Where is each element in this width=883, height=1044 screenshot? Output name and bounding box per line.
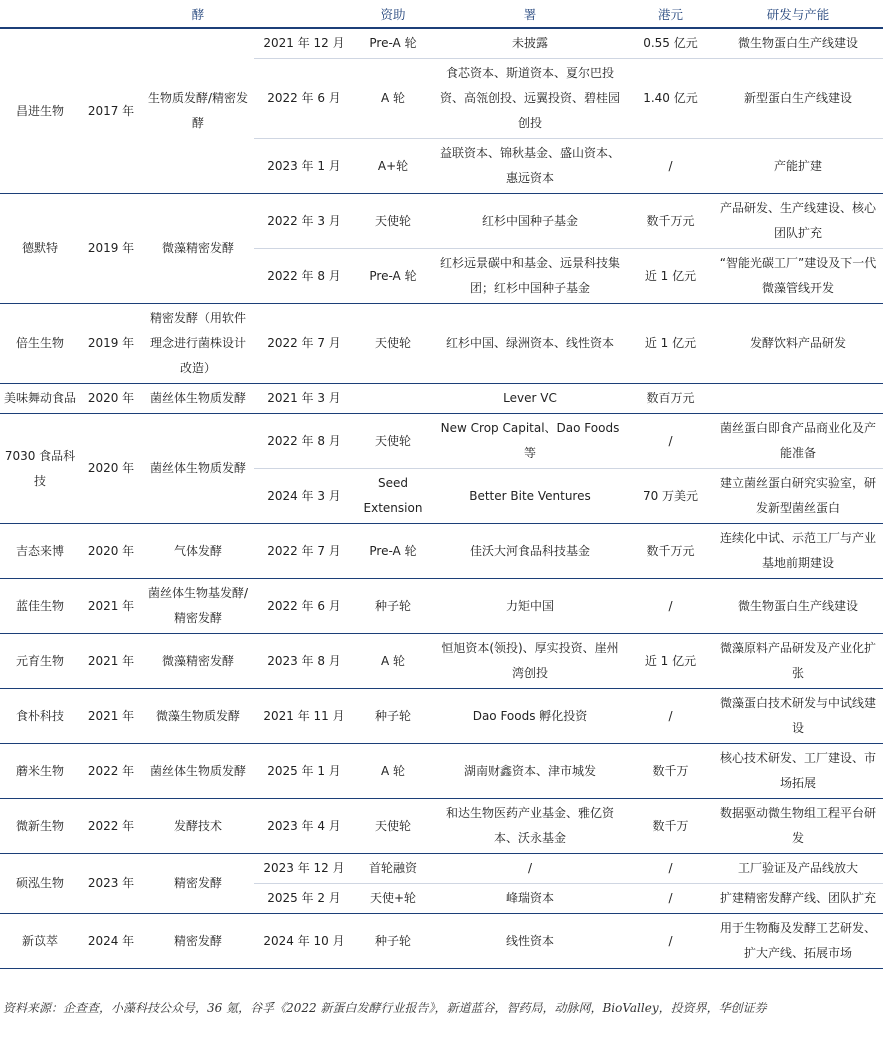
table-row	[0, 414, 883, 469]
table-row	[0, 634, 883, 689]
founded-year: 2020 年	[80, 384, 142, 414]
table-row	[0, 28, 883, 59]
investors: New Crop Capital、Dao Foods 等	[432, 414, 628, 469]
funding-amount: 数千万	[628, 744, 713, 799]
funding-amount: /	[628, 689, 713, 744]
capacity-use	[713, 384, 883, 414]
founded-year: 2022 年	[80, 799, 142, 854]
capacity-use: 数据驱动微生物组工程平台研发	[713, 799, 883, 854]
technology: 菌丝体生物质发酵	[142, 414, 254, 524]
capacity-use: 用于生物酶及发酵工艺研发、扩大产线、拓展市场	[713, 914, 883, 969]
investors: 线性资本	[432, 914, 628, 969]
capacity-use: 发酵饮料产品研发	[713, 304, 883, 384]
founded-year: 2020 年	[80, 414, 142, 524]
funding-round: Seed Extension	[354, 469, 432, 524]
funding-date: 2022 年 8 月	[254, 414, 354, 469]
capacity-use: “智能光碳工厂”建设及下一代微藻管线开发	[713, 249, 883, 304]
funding-date: 2022 年 6 月	[254, 579, 354, 634]
investors: 佳沃大河食品科技基金	[432, 524, 628, 579]
table-row	[0, 524, 883, 579]
capacity-use: 产品研发、生产线建设、核心团队扩充	[713, 194, 883, 249]
capacity-use: 微藻原料产品研发及产业化扩张	[713, 634, 883, 689]
investors: 恒旭资本(领投)、厚实投资、崖州湾创投	[432, 634, 628, 689]
investors: 红杉中国种子基金	[432, 194, 628, 249]
funding-round: 天使轮	[354, 194, 432, 249]
capacity-use: 产能扩建	[713, 139, 883, 194]
header-year	[80, 0, 142, 28]
investors: 红杉远景碳中和基金、远景科技集团；红杉中国种子基金	[432, 249, 628, 304]
funding-date: 2025 年 1 月	[254, 744, 354, 799]
funding-amount: /	[628, 579, 713, 634]
header-company	[0, 0, 80, 28]
funding-date: 2023 年 1 月	[254, 139, 354, 194]
technology: 微藻精密发酵	[142, 194, 254, 304]
funding-round: 天使+轮	[354, 884, 432, 914]
funding-date: 2021 年 11 月	[254, 689, 354, 744]
funding-round: Pre-A 轮	[354, 524, 432, 579]
table-row	[0, 689, 883, 744]
technology: 菌丝体生物质发酵	[142, 384, 254, 414]
founded-year: 2021 年	[80, 634, 142, 689]
table-row	[0, 854, 883, 884]
investors: 未披露	[432, 28, 628, 59]
funding-amount: 近 1 亿元	[628, 249, 713, 304]
capacity-use: 扩建精密发酵产线、团队扩充	[713, 884, 883, 914]
technology: 发酵技术	[142, 799, 254, 854]
funding-date: 2021 年 12 月	[254, 28, 354, 59]
investors: Lever VC	[432, 384, 628, 414]
funding-date: 2023 年 4 月	[254, 799, 354, 854]
company-name: 倍生生物	[0, 304, 80, 384]
company-name: 吉态来博	[0, 524, 80, 579]
investors: Dao Foods 孵化投资	[432, 689, 628, 744]
funding-date: 2023 年 12 月	[254, 854, 354, 884]
funding-round: A 轮	[354, 744, 432, 799]
header-tech: 酵	[142, 0, 254, 28]
header-investors: 署	[432, 0, 628, 28]
technology: 菌丝体生物质发酵	[142, 744, 254, 799]
capacity-use: 连续化中试、示范工厂与产业基地前期建设	[713, 524, 883, 579]
founded-year: 2021 年	[80, 689, 142, 744]
technology: 精密发酵（用软件理念进行菌株设计改造）	[142, 304, 254, 384]
capacity-use: 微生物蛋白生产线建设	[713, 579, 883, 634]
company-name: 美味舞动食品	[0, 384, 80, 414]
founded-year: 2020 年	[80, 524, 142, 579]
funding-date: 2023 年 8 月	[254, 634, 354, 689]
funding-round: 种子轮	[354, 579, 432, 634]
funding-amount: /	[628, 854, 713, 884]
company-name: 昌进生物	[0, 28, 80, 194]
funding-date: 2024 年 10 月	[254, 914, 354, 969]
investors: Better Bite Ventures	[432, 469, 628, 524]
funding-amount: 近 1 亿元	[628, 304, 713, 384]
funding-round: 种子轮	[354, 914, 432, 969]
table-body	[0, 28, 883, 969]
funding-date: 2022 年 6 月	[254, 59, 354, 139]
capacity-use: 菌丝蛋白即食产品商业化及产能准备	[713, 414, 883, 469]
funding-round: A 轮	[354, 59, 432, 139]
funding-amount: /	[628, 884, 713, 914]
funding-date: 2021 年 3 月	[254, 384, 354, 414]
founded-year: 2024 年	[80, 914, 142, 969]
investors: 湖南财鑫资本、津市城发	[432, 744, 628, 799]
funding-round: 天使轮	[354, 799, 432, 854]
funding-amount: 0.55 亿元	[628, 28, 713, 59]
funding-date: 2022 年 8 月	[254, 249, 354, 304]
company-name: 蘑米生物	[0, 744, 80, 799]
technology: 微藻生物质发酵	[142, 689, 254, 744]
header-use: 研发与产能	[713, 0, 883, 28]
funding-round	[354, 384, 432, 414]
company-name: 新苡萃	[0, 914, 80, 969]
investors: 峰瑞资本	[432, 884, 628, 914]
funding-round: Pre-A 轮	[354, 249, 432, 304]
header-amount: 港元	[628, 0, 713, 28]
funding-amount: 数百万元	[628, 384, 713, 414]
founded-year: 2019 年	[80, 304, 142, 384]
company-name: 元育生物	[0, 634, 80, 689]
header-round: 资助	[354, 0, 432, 28]
technology: 生物质发酵/精密发酵	[142, 28, 254, 194]
technology: 气体发酵	[142, 524, 254, 579]
source-note: 资料来源：企查查，小藻科技公众号，36 氪，谷孚《2022 新蛋白发酵行业报告》，新道蓝谷，智药局，动脉网，BioValley，投资界，华创证券	[3, 1001, 767, 1015]
table-row	[0, 304, 883, 384]
funding-round: A+轮	[354, 139, 432, 194]
company-name: 德默特	[0, 194, 80, 304]
investors: 力矩中国	[432, 579, 628, 634]
funding-amount: 数千万元	[628, 524, 713, 579]
table-row	[0, 799, 883, 854]
capacity-use: 新型蛋白生产线建设	[713, 59, 883, 139]
table-row	[0, 579, 883, 634]
funding-date: 2022 年 3 月	[254, 194, 354, 249]
company-name: 食朴科技	[0, 689, 80, 744]
founded-year: 2022 年	[80, 744, 142, 799]
founded-year: 2023 年	[80, 854, 142, 914]
capacity-use: 微藻蛋白技术研发与中试线建设	[713, 689, 883, 744]
capacity-use: 建立菌丝蛋白研究实验室，研发新型菌丝蛋白	[713, 469, 883, 524]
capacity-use: 核心技术研发、工厂建设、市场拓展	[713, 744, 883, 799]
company-name: 7030 食品科技	[0, 414, 80, 524]
funding-date: 2022 年 7 月	[254, 304, 354, 384]
funding-amount: /	[628, 414, 713, 469]
funding-round: A 轮	[354, 634, 432, 689]
funding-round: 首轮融资	[354, 854, 432, 884]
funding-round: Pre-A 轮	[354, 28, 432, 59]
funding-round: 种子轮	[354, 689, 432, 744]
company-name: 硕泓生物	[0, 854, 80, 914]
funding-date: 2025 年 2 月	[254, 884, 354, 914]
capacity-use: 微生物蛋白生产线建设	[713, 28, 883, 59]
capacity-use: 工厂验证及产品线放大	[713, 854, 883, 884]
founded-year: 2019 年	[80, 194, 142, 304]
funding-date: 2022 年 7 月	[254, 524, 354, 579]
investors: 和达生物医药产业基金、雅亿资本、沃永基金	[432, 799, 628, 854]
technology: 菌丝体生物基发酵/精密发酵	[142, 579, 254, 634]
funding-amount: 1.40 亿元	[628, 59, 713, 139]
table-row	[0, 384, 883, 414]
company-name: 蓝佳生物	[0, 579, 80, 634]
table-header-row	[0, 0, 883, 28]
funding-amount: 近 1 亿元	[628, 634, 713, 689]
founded-year: 2017 年	[80, 28, 142, 194]
founded-year: 2021 年	[80, 579, 142, 634]
investors: 益联资本、锦秋基金、盛山资本、惠远资本	[432, 139, 628, 194]
funding-round: 天使轮	[354, 304, 432, 384]
funding-round: 天使轮	[354, 414, 432, 469]
table-row	[0, 194, 883, 249]
investors: 红杉中国、绿洲资本、线性资本	[432, 304, 628, 384]
funding-amount: /	[628, 914, 713, 969]
funding-amount: 数千万	[628, 799, 713, 854]
technology: 微藻精密发酵	[142, 634, 254, 689]
header-date	[254, 0, 354, 28]
funding-amount: 70 万美元	[628, 469, 713, 524]
technology: 精密发酵	[142, 854, 254, 914]
funding-date: 2024 年 3 月	[254, 469, 354, 524]
table-row	[0, 914, 883, 969]
company-name: 微新生物	[0, 799, 80, 854]
table-row	[0, 744, 883, 799]
investors: /	[432, 854, 628, 884]
funding-amount: /	[628, 139, 713, 194]
investors: 食芯资本、斯道资本、夏尔巴投资、高瓴创投、远翼投资、碧桂园创投	[432, 59, 628, 139]
funding-amount: 数千万元	[628, 194, 713, 249]
technology: 精密发酵	[142, 914, 254, 969]
